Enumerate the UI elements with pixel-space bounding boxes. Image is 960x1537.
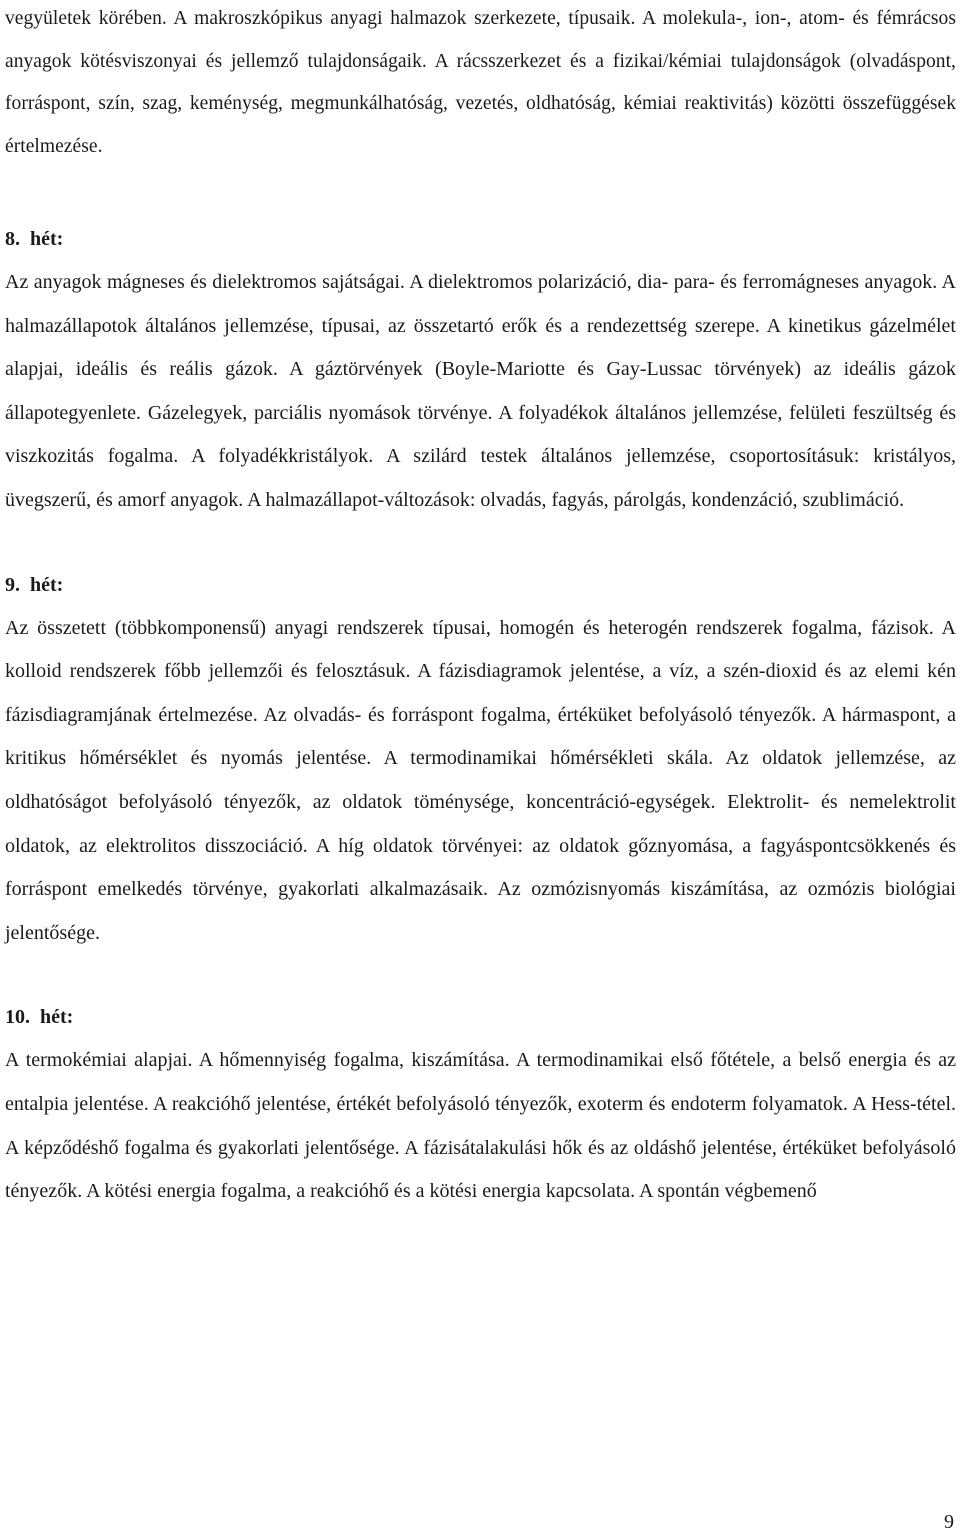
- week-10-body: A termokémiai alapjai. A hőmennyiség fogalma, kiszámítása. A termodinamikai első főtétele, a belső energia és az entalpia jelentése. A reakcióhő jelentése, értékét befolyásoló tényezők, exoterm és endoterm folyamatok. A Hess-tétel. A képződéshő fogalma és gyakorlati jelentősége. A fázisátalakulási hők és az oldáshő jelentése, értéküket befolyásoló tényezők. A kötési energia fogalma, a reakcióhő és a kötési energia kapcsolata. A spontán végbemenő: [5, 1049, 956, 1203]
- week-8-label: hét:: [30, 228, 64, 250]
- document-page: [5, 0, 956, 1214]
- week-9-number: 9.: [5, 573, 20, 596]
- page-number: 9: [944, 1511, 954, 1533]
- week-8-body: Az anyagok mágneses és dielektromos sajátságai. A dielektromos polarizáció, dia- para- és ferromágneses anyagok. A halmazállapotok általános jellemzése, típusai, az összetartó erők és a rendezettség szerepe. A kinetikus gázelmélet alapjai, ideális és reális gázok. A gáztörvények (Boyle-Mariotte és Gay-Lussac törvények) az ideális gázok állapotegyenlete. Gázelegyek, parciális nyomások törvénye. A folyadékok általános jellemzése, felületi feszültség és viszkozitás fogalma. A folyadékkristályok. A szilárd testek általános jellemzése, csoportosításuk: kristályos, üvegszerű, és amorf anyagok. A halmazállapot-változások: olvadás, fagyás, párolgás, kondenzáció, szublimáció.: [5, 271, 956, 511]
- week-9-label: hét:: [30, 573, 64, 596]
- intro-paragraph: vegyületek körében. A makroszkópikus anyagi halmazok szerkezete, típusaik. A molekula-, ion-, atom- és fémrácsos anyagok kötésviszonyai és jellemző tulajdonságaik. A rácsszerkezet és a fizikai/kémiai tulajdonságok (olvadáspont, forráspont, szín, szag, keménység, megmunkálhatóság, vezetés, oldhatóság, kémiai reaktivitás) közötti összefüggések értelmezése.: [5, 8, 956, 157]
- week-8-number: 8.: [5, 228, 20, 250]
- week-10-number: 10.: [5, 1006, 30, 1029]
- week-9-heading: [5, 564, 956, 607]
- week-10-heading: [5, 996, 956, 1039]
- week-8-heading: [5, 218, 956, 261]
- week-10-label: hét:: [40, 1006, 74, 1029]
- week-9-body: Az összetett (többkomponensű) anyagi rendszerek típusai, homogén és heterogén rendszerek fogalma, fázisok. A kolloid rendszerek főbb jellemzői és felosztásuk. A fázisdiagramok jelentése, a víz, a szén-dioxid és az elemi kén fázisdiagramjának értelmezése. Az olvadás- és forráspont fogalma, értéküket befolyásoló tényezők. A hármaspont, a kritikus hőmérséklet és nyomás jelentése. A termodinamikai hőmérsékleti skála. Az oldatok jellemzése, az oldhatóságot befolyásoló tényezők, az oldatok töménysége, koncentráció-egységek. Elektrolit- és nemelektrolit oldatok, az elektrolitos disszociáció. A híg oldatok törvényei: az oldatok gőznyomása, a fagyáspontcsökkenés és forráspont emelkedés törvénye, gyakorlati alkalmazásaik. Az ozmózisnyomás kiszámítása, az ozmózis biológiai jelentősége.: [5, 616, 956, 944]
